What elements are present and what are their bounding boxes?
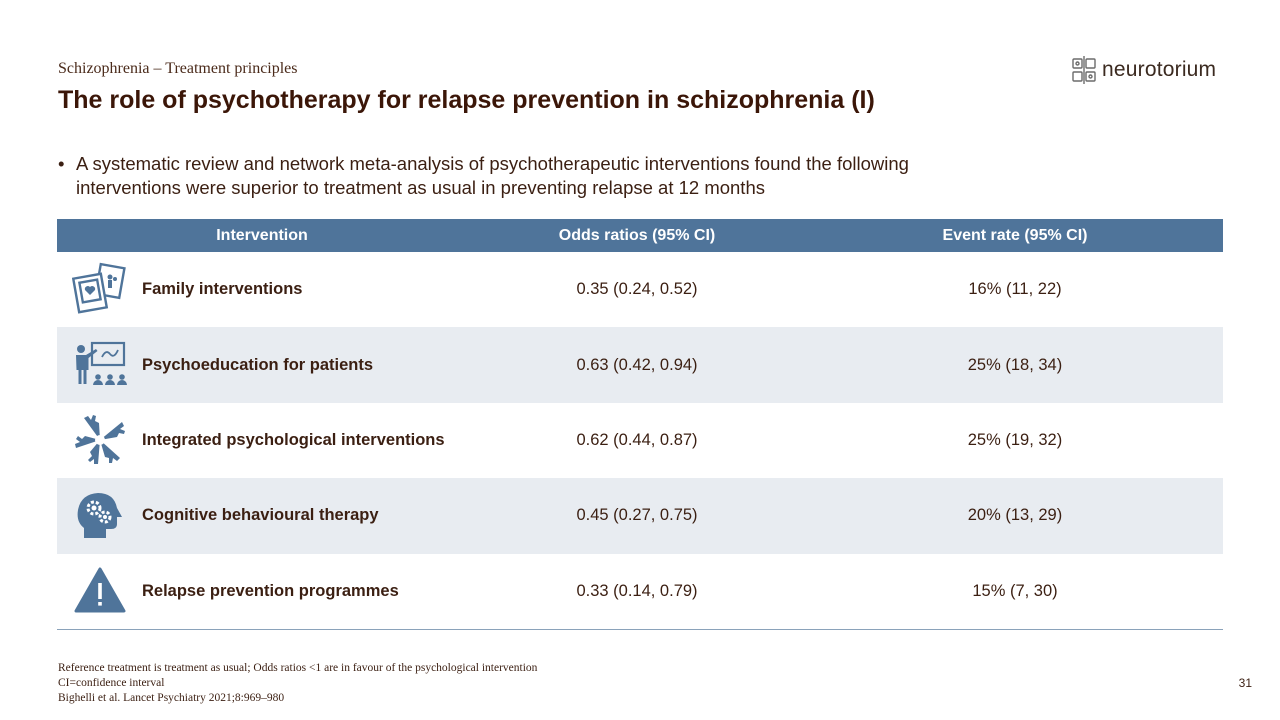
header-odds-ratios: Odds ratios (95% CI) bbox=[558, 226, 716, 244]
event-rate: 15% (7, 30) bbox=[972, 581, 1058, 600]
intervention-name: Integrated psychological interventions bbox=[142, 430, 445, 449]
brain-icon bbox=[1071, 55, 1097, 85]
event-rate: 16% (11, 22) bbox=[968, 280, 1062, 299]
table-header bbox=[57, 219, 1223, 252]
table-row bbox=[57, 478, 1223, 553]
event-rate: 20% (13, 29) bbox=[967, 506, 1063, 525]
intervention-name: Psychoeducation for patients bbox=[142, 355, 374, 374]
odds-ratio: 0.45 (0.27, 0.75) bbox=[576, 506, 698, 525]
odds-ratio: 0.33 (0.14, 0.79) bbox=[576, 581, 698, 600]
odds-ratio: 0.63 (0.42, 0.94) bbox=[576, 355, 698, 374]
joined-hands-icon bbox=[72, 412, 128, 468]
table-bottom-rule bbox=[57, 629, 1223, 630]
slide-subtitle: Schizophrenia – Treatment principles bbox=[58, 60, 298, 77]
intervention-name: Relapse prevention programmes bbox=[142, 581, 399, 600]
footnotes bbox=[58, 661, 537, 706]
bullet-text: A systematic review and network meta-analysis of psychotherapeutic interventions found the following interventions were superior to treatment as usual in preventing relapse at 12 months bbox=[76, 153, 909, 198]
event-rate: 25% (18, 34) bbox=[967, 355, 1063, 374]
page-number: 31 bbox=[1238, 676, 1252, 690]
odds-ratio: 0.62 (0.44, 0.87) bbox=[576, 430, 698, 449]
teacher-presentation-icon bbox=[72, 337, 128, 393]
odds-ratio: 0.35 (0.24, 0.52) bbox=[576, 280, 698, 299]
table-row bbox=[57, 403, 1223, 478]
footnote-abbreviation: CI=confidence interval bbox=[58, 677, 165, 689]
logo-text: neurotorium bbox=[1102, 58, 1217, 81]
warning-triangle-icon bbox=[72, 563, 128, 619]
footnote-citation: Bighelli et al. Lancet Psychiatry 2021;8:969–980 bbox=[58, 692, 285, 704]
intervention-name: Cognitive behavioural therapy bbox=[142, 506, 379, 525]
head-gears-icon bbox=[72, 488, 128, 544]
event-rate: 25% (19, 32) bbox=[967, 430, 1063, 449]
header-intervention: Intervention bbox=[216, 226, 308, 244]
slide-title: The role of psychotherapy for relapse prevention in schizophrenia (I) bbox=[58, 86, 875, 114]
family-photos-icon bbox=[72, 262, 128, 318]
table-row bbox=[57, 327, 1223, 402]
results-table bbox=[57, 219, 1223, 630]
header-event-rate: Event rate (95% CI) bbox=[942, 226, 1088, 244]
table-row bbox=[57, 252, 1223, 327]
bullet-marker: • bbox=[58, 153, 65, 174]
table-row bbox=[57, 554, 1223, 629]
logo bbox=[1071, 54, 1216, 86]
bullet-point bbox=[58, 152, 998, 200]
intervention-name: Family interventions bbox=[142, 280, 303, 299]
footnote-reference: Reference treatment is treatment as usual; Odds ratios <1 are in favour of the psychological intervention bbox=[58, 662, 538, 674]
